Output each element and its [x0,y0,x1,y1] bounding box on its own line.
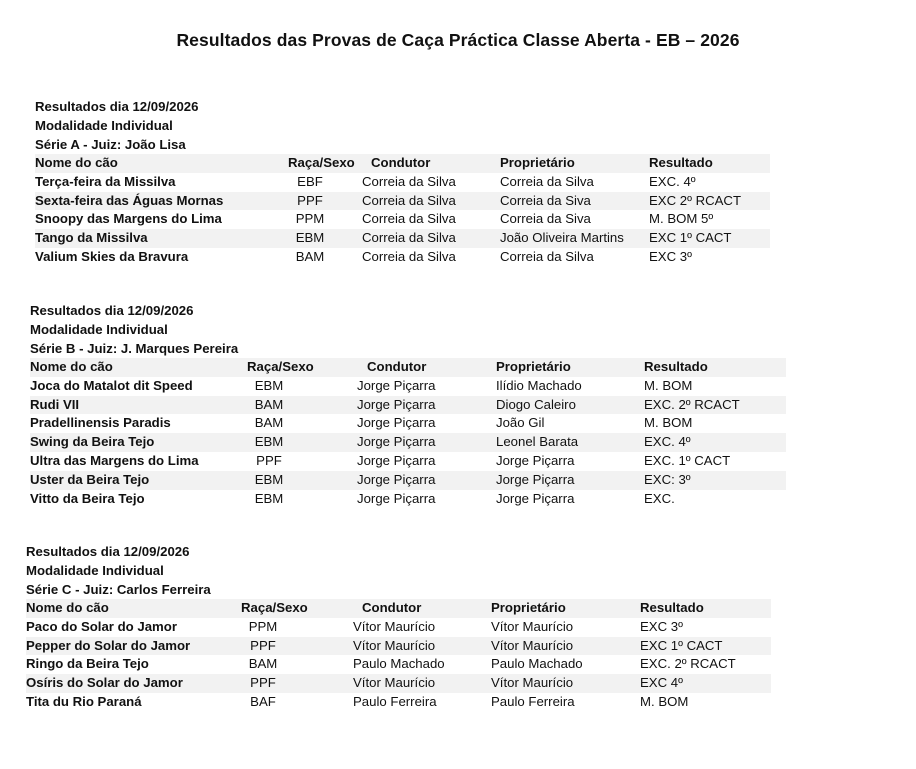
column-header-name: Nome do cão [30,359,113,374]
result-value: EXC 3º [640,618,683,634]
dog-name: Joca do Matalot dit Speed [30,377,193,393]
table-header-row [26,599,771,618]
column-header-resultado: Resultado [649,155,713,170]
results-section [30,301,786,508]
serie-judge-label: Série A - Juiz: João Lisa [35,137,186,152]
dog-name: Vitto da Beira Tejo [30,490,145,506]
result-value: EXC. 2º RCACT [640,656,736,672]
owner-name: Leonel Barata [496,434,579,450]
result-value: EXC. [644,490,675,506]
table-row [35,210,770,229]
breed-sex: PPM [295,211,325,227]
owner-name: Paulo Machado [491,656,583,672]
owner-name: Vítor Maurício [491,618,574,634]
handler-name: Correia da Silva [362,230,456,246]
results-section [26,542,771,712]
table-header-row [35,154,770,173]
dog-name: Terça-feira da Missilva [35,173,176,189]
result-value: EXC. 2º RCACT [644,396,740,412]
handler-name: Jorge Piçarra [357,471,436,487]
handler-name: Vítor Maurício [353,618,436,634]
handler-name: Jorge Piçarra [357,396,436,412]
handler-name: Correia da Silva [362,211,456,227]
breed-sex: BAM [248,656,278,672]
breed-sex: EBM [254,490,284,506]
breed-sex: PPF [256,452,282,468]
handler-name: Jorge Piçarra [357,415,436,431]
dog-name: Pepper do Solar do Jamor [26,637,191,653]
result-value: M. BOM [644,415,693,431]
dog-name: Pradellinensis Paradis [30,415,171,431]
result-value: EXC. 4º [649,173,696,189]
dog-name: Ringo da Beira Tejo [26,656,149,672]
column-header-proprietario: Proprietário [500,155,575,170]
handler-name: Correia da Silva [362,192,456,208]
page-title: Resultados das Provas de Caça Práctica Classe Aberta - EB – 2026 [176,30,740,50]
column-header-condutor: Condutor [367,359,427,374]
owner-name: Paulo Ferreira [491,693,575,709]
breed-sex: BAF [250,693,276,709]
table-row [30,471,786,490]
results-date: Resultados dia 12/09/2026 [30,303,194,318]
table-row [35,173,770,192]
result-value: M. BOM [640,693,689,709]
owner-name: Ilídio Machado [496,377,582,393]
result-value: EXC. 4º [644,434,691,450]
result-value: M. BOM 5º [649,211,714,227]
table-row [30,490,786,509]
breed-sex: PPF [250,675,276,691]
owner-name: Correia da Silva [500,248,594,264]
owner-name: João Gil [496,415,545,431]
result-value: EXC 1º CACT [640,637,723,653]
breed-sex: EBM [254,434,284,450]
column-header-raca: Raça/Sexo [247,359,314,374]
handler-name: Paulo Machado [353,656,445,672]
table-row [30,377,786,396]
breed-sex: BAM [295,248,325,264]
owner-name: Correia da Silva [500,173,594,189]
results-date: Resultados dia 12/09/2026 [26,544,190,559]
table-row [35,229,770,248]
column-header-name: Nome do cão [26,600,109,615]
owner-name: Correia da Siva [500,211,591,227]
dog-name: Swing da Beira Tejo [30,434,155,450]
table-row [35,248,770,267]
owner-name: Correia da Siva [500,192,591,208]
dog-name: Snoopy das Margens do Lima [35,211,222,227]
handler-name: Jorge Piçarra [357,434,436,450]
breed-sex: PPF [250,637,276,653]
dog-name: Ultra das Margens do Lima [30,452,199,468]
result-value: EXC 4º [640,675,683,691]
handler-name: Vítor Maurício [353,637,436,653]
table-row [30,396,786,415]
handler-name: Jorge Piçarra [357,377,436,393]
handler-name: Paulo Ferreira [353,693,437,709]
column-header-raca: Raça/Sexo [241,600,308,615]
serie-judge-label: Série B - Juiz: J. Marques Pereira [30,341,239,356]
result-value: M. BOM [644,377,693,393]
breed-sex: EBM [254,377,284,393]
table-row [35,192,770,211]
dog-name: Tango da Missilva [35,230,148,246]
result-value: EXC. 1º CACT [644,452,731,468]
owner-name: Diogo Caleiro [496,396,576,412]
handler-name: Jorge Piçarra [357,452,436,468]
table-row [26,618,771,637]
handler-name: Jorge Piçarra [357,490,436,506]
result-value: EXC: 3º [644,471,691,487]
handler-name: Correia da Silva [362,173,456,189]
table-row [26,693,771,712]
table-row [30,433,786,452]
column-header-proprietario: Proprietário [496,359,571,374]
handler-name: Vítor Maurício [353,675,436,691]
dog-name: Tita du Rio Paraná [26,693,142,709]
handler-name: Correia da Silva [362,248,456,264]
result-value: EXC 3º [649,248,692,264]
column-header-resultado: Resultado [644,359,708,374]
table-header-row [30,358,786,377]
column-header-resultado: Resultado [640,600,704,615]
dog-name: Osíris do Solar do Jamor [26,675,183,691]
table-row [30,452,786,471]
results-date: Resultados dia 12/09/2026 [35,99,199,114]
owner-name: Vítor Maurício [491,637,574,653]
table-row [26,674,771,693]
modalidade-label: Modalidade Individual [35,118,173,133]
column-header-condutor: Condutor [362,600,422,615]
table-row [26,655,771,674]
dog-name: Valium Skies da Bravura [35,248,189,264]
owner-name: João Oliveira Martins [500,230,624,246]
dog-name: Paco do Solar do Jamor [26,618,177,634]
modalidade-label: Modalidade Individual [26,563,164,578]
column-header-name: Nome do cão [35,155,118,170]
owner-name: Jorge Piçarra [496,471,575,487]
breed-sex: EBM [254,471,284,487]
breed-sex: EBM [295,230,325,246]
dog-name: Rudi VII [30,396,80,412]
dog-name: Uster da Beira Tejo [30,471,150,487]
owner-name: Jorge Piçarra [496,490,575,506]
modalidade-label: Modalidade Individual [30,322,168,337]
owner-name: Jorge Piçarra [496,452,575,468]
results-section [35,97,770,267]
result-value: EXC 1º CACT [649,230,732,246]
breed-sex: EBF [297,173,323,189]
table-row [26,637,771,656]
result-value: EXC 2º RCACT [649,192,742,208]
dog-name: Sexta-feira das Águas Mornas [35,192,224,208]
breed-sex: BAM [254,415,284,431]
column-header-raca: Raça/Sexo [288,155,355,170]
breed-sex: BAM [254,396,284,412]
breed-sex: PPM [248,618,278,634]
owner-name: Vítor Maurício [491,675,574,691]
column-header-proprietario: Proprietário [491,600,566,615]
serie-judge-label: Série C - Juiz: Carlos Ferreira [26,582,211,597]
table-row [30,414,786,433]
breed-sex: PPF [297,192,323,208]
column-header-condutor: Condutor [371,155,431,170]
